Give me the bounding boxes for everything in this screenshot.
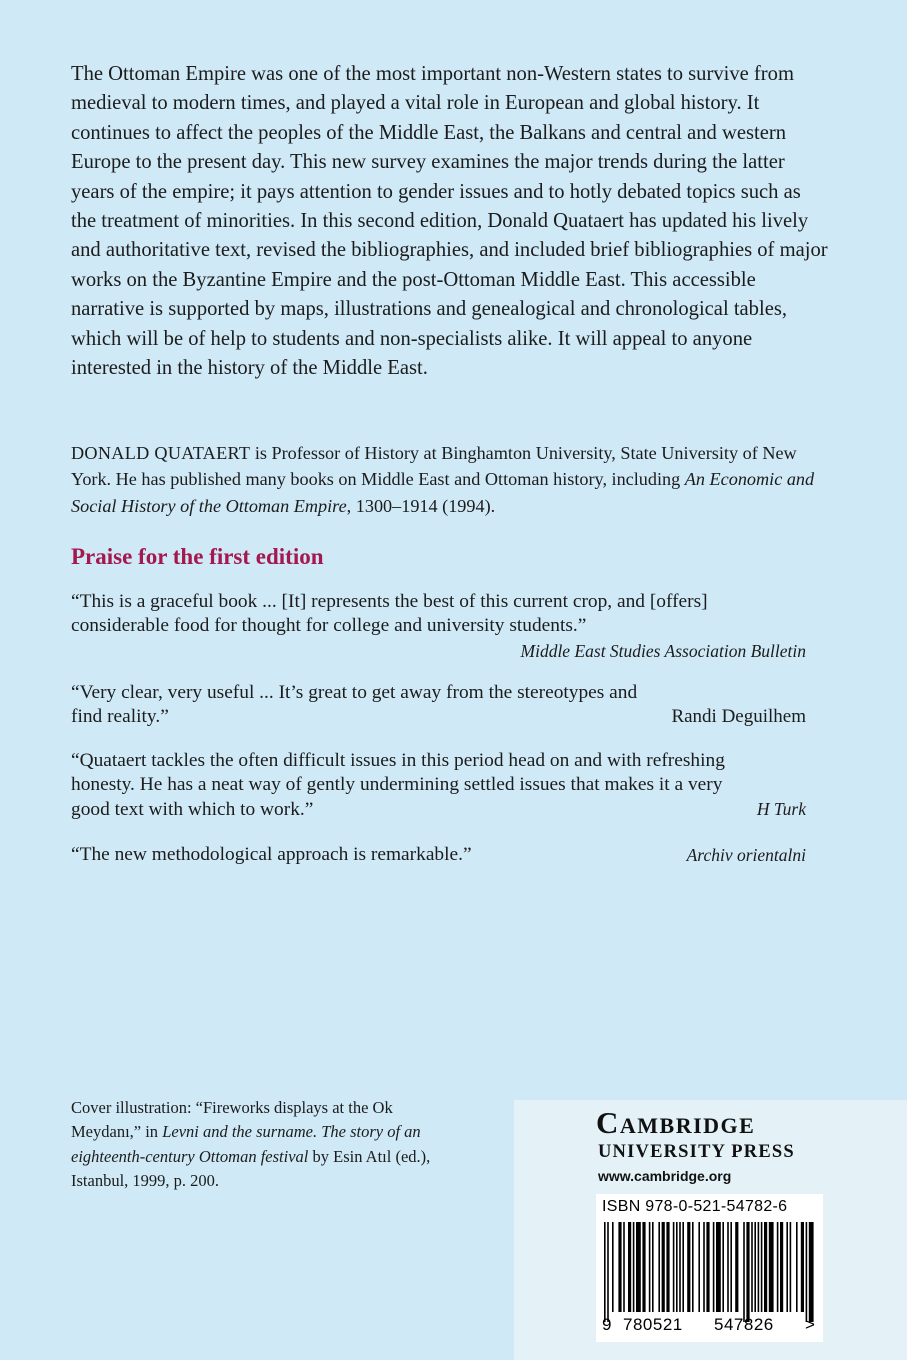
praise-quote [71, 843, 806, 867]
quote-source: H Turk [756, 799, 806, 819]
publisher-logo: Cambridge [596, 1105, 756, 1140]
cover-credit: Cover illustration: “Fireworks displays at the Ok Meydanı,” in Levni and the surname. The story of an eighteenth-century Ottoman festival by Esin Atıl (ed.), Istanbul, 1999, p. 200. [71, 1098, 431, 1191]
author-bio [71, 440, 831, 519]
publisher-subtitle: UNIVERSITY PRESS [598, 1142, 795, 1162]
publisher-website: www.cambridge.org [598, 1168, 732, 1184]
author-book-title: An Economic and Social History of the Ottoman Empire [71, 469, 815, 516]
barcode-bars-icon [602, 1222, 817, 1326]
publisher-panel [514, 1100, 907, 1360]
quote-text: Randi Deguilhem “Very clear, very useful ... It’s great to get away from the stereotypes and find reality.” [71, 682, 806, 728]
quote-source: Middle East Studies Association Bulletin [520, 640, 806, 661]
quote-text: “This is a graceful book ... [It] represents the best of this current crop, and [offers] considerable food for thought for college and university students.” [71, 591, 708, 637]
quote-text: H Turk “Quataert tackles the often difficult issues in this period head on and with refreshing honesty. He has a neat way of gently undermining settled issues that makes it a very good text with which to work.” [71, 750, 806, 820]
author-bio-text: is Professor of History at Binghamton University, State University of New York. He has published many books on Middle East and Ottoman history, including [71, 443, 797, 490]
quote-source: Archiv orientalni [686, 845, 806, 865]
isbn-label: ISBN 978-0-521-54782-6 [602, 1198, 788, 1215]
author-book-tail: , 1300–1914 (1994). [346, 495, 496, 516]
barcode-lead-digit: 9 [602, 1315, 612, 1334]
cover-credit-title: Levni and the surname. The story of an eighteenth-century Ottoman festival [71, 1122, 421, 1166]
book-blurb: The Ottoman Empire was one of the most important non-Western states to survive from medieval to modern times, and played a vital role in European and global history. It continues to affect the peoples of the Middle East, the Balkans and central and western Europe to the present day. This new survey examines the major trends during the latter years of the empire; it pays attention to gender issues and to hotly debated topics such as the treatment of minorities. In this second edition, Donald Quataert has updated his lively and authoritative text, revised the bibliographies, and included brief bibliographies of major works on the Byzantine Empire and the post-Ottoman Middle East. This accessible narrative is supported by maps, illustrations and genealogical and chronological tables, which will be of help to students and non-specialists alike. It will appeal to anyone interested in the history of the Middle East. [71, 63, 828, 380]
quote-text: Archiv orientalni “The new methodological approach is remarkable.” [71, 843, 806, 867]
praise-quote [71, 681, 806, 730]
author-name: DONALD QUATAERT [71, 443, 251, 463]
barcode-digit-group-1: 780521 [623, 1315, 683, 1334]
praise-heading: Praise for the first edition [71, 544, 324, 569]
barcode-end-mark: > [805, 1315, 816, 1334]
praise-quote [71, 590, 806, 663]
praise-quote [71, 749, 806, 822]
quote-source: Randi Deguilhem [671, 706, 806, 727]
barcode-digit-group-2: 547826 [714, 1315, 774, 1334]
isbn-barcode [596, 1194, 823, 1342]
